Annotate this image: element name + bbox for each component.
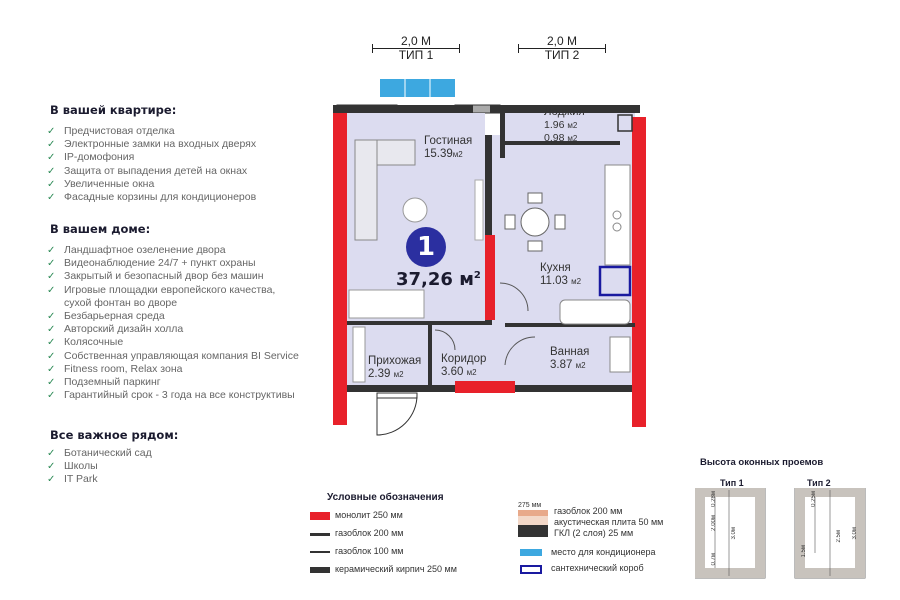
room-kitchen-area: 11.03: [540, 275, 568, 287]
feature-text: Закрытый и безопасный двор без машин: [64, 270, 264, 283]
total-area-sup: 2: [473, 270, 481, 281]
feature-text: Защита от выпадения детей на окнах: [64, 164, 248, 177]
apartment-number-badge: 1: [406, 227, 446, 267]
room-loggia-unit: м2: [567, 134, 578, 143]
check-icon: ✓: [47, 350, 56, 362]
check-icon: ✓: [47, 377, 56, 389]
feature-text: Колясочные: [64, 336, 124, 349]
win2-h1: 0.25м: [811, 491, 817, 507]
room-corridor-unit: м2: [466, 368, 477, 377]
feature-text: Фасадные корзины для кондиционеров: [64, 191, 257, 204]
feature-item: [47, 473, 247, 486]
feature-item: [47, 270, 337, 283]
check-icon: ✓: [47, 139, 56, 151]
ac-label: место для кондиционера: [551, 547, 656, 557]
room-kitchen-unit: м2: [571, 277, 582, 286]
room-corridor-area: 3.60: [441, 366, 464, 378]
wall-layer-label: газоблок 200 мм: [554, 506, 623, 516]
room-kitchen-name: Кухня: [540, 262, 571, 274]
check-icon: ✓: [47, 337, 56, 349]
feature-item: [47, 376, 337, 389]
win1-total: 3.0м: [731, 527, 737, 540]
dimension-left: [372, 34, 460, 62]
check-icon: ✓: [47, 192, 56, 204]
room-hall-area: 2.39: [368, 368, 391, 380]
dimension-right-size: 2,0 М: [544, 34, 580, 48]
check-icon: ✓: [47, 178, 56, 190]
feature-item: [47, 310, 337, 323]
win2-total2: 3.0м: [852, 527, 858, 540]
room-bath-name: Ванная: [550, 346, 590, 358]
room-living: [424, 135, 472, 161]
apartment-features-title: В вашей квартире:: [50, 103, 177, 117]
room-bath-area: 3.87: [550, 359, 573, 371]
room-bath: [550, 346, 589, 372]
feature-item: [47, 350, 337, 363]
legend-label: газоблок 200 мм: [335, 528, 404, 538]
check-icon: ✓: [47, 448, 56, 459]
check-icon: ✓: [47, 284, 56, 296]
window-type2-label: Тип 2: [807, 478, 831, 488]
legend-label: монолит 250 мм: [335, 510, 403, 520]
feature-text: Электронные замки на входных дверях: [64, 138, 257, 151]
feature-text: Игровые площадки европейского качества, сухой фонтан во дворе: [64, 283, 276, 309]
check-icon: ✓: [47, 324, 56, 336]
room-loggia: [544, 106, 585, 145]
bathtub: [560, 300, 630, 324]
feature-item: [47, 336, 337, 349]
room-kitchen: [540, 262, 581, 288]
feature-text: Ботанический сад: [64, 447, 152, 459]
legend-swatch: [310, 567, 330, 573]
coffee-table: [403, 198, 427, 222]
legend-title: Условные обозначения: [327, 492, 444, 503]
room-bath-unit: м2: [575, 361, 586, 370]
apartment-features-list: [47, 125, 327, 204]
feature-text: Увеличенные окна: [64, 177, 155, 190]
feature-item: [47, 363, 337, 376]
building-features-list: [47, 244, 337, 402]
monolith-wall-bottom: [455, 381, 515, 393]
total-area: [396, 269, 481, 290]
feature-text: Безбарьерная среда: [64, 310, 165, 323]
room-loggia-area1: 1.96: [544, 119, 565, 131]
check-icon: ✓: [47, 461, 56, 473]
feature-text: Предчистовая отделка: [64, 125, 175, 137]
feature-item: [47, 257, 337, 270]
dimension-right: [518, 34, 606, 62]
ac-swatch: [520, 549, 542, 556]
monolith-wall-left: [333, 105, 347, 425]
feature-text: Школы: [64, 460, 98, 473]
feature-item: [47, 323, 337, 336]
plumbing-box-swatch: [520, 565, 542, 574]
floor-plan: [325, 75, 655, 440]
total-area-value: 37,26 м: [396, 269, 474, 290]
dimension-left-size: 2,0 М: [398, 34, 434, 48]
dining-table: [521, 208, 549, 236]
windows-title: Высота оконных проемов: [700, 457, 824, 468]
room-hall: [368, 355, 421, 381]
check-icon: ✓: [47, 363, 56, 375]
room-living-unit: м2: [452, 150, 463, 159]
win2-total1: 2.5м: [836, 530, 842, 543]
legend-swatch: [310, 533, 330, 536]
ac-unit: [380, 79, 455, 97]
feature-item: [47, 244, 337, 257]
check-icon: ✓: [47, 165, 56, 177]
feature-text: Fitness room, Relax зона: [64, 362, 183, 375]
wall-layers-swatch: [518, 510, 548, 538]
check-icon: ✓: [47, 258, 56, 270]
room-loggia-name: Лоджия: [544, 106, 585, 118]
check-icon: ✓: [47, 311, 56, 323]
feature-item: [47, 165, 327, 178]
room-loggia-area2: 0.98: [544, 132, 565, 144]
nearby-list: [47, 447, 247, 487]
check-icon: ✓: [47, 152, 56, 164]
feature-item: [47, 178, 327, 191]
win1-h1: 0.28м: [711, 491, 717, 507]
feature-item: [47, 460, 247, 473]
legend-swatch: [310, 512, 330, 520]
feature-text: Подземный паркинг: [64, 376, 161, 389]
room-hall-name: Прихожая: [368, 355, 422, 367]
check-icon: ✓: [47, 271, 56, 283]
feature-text: Собственная управляющая компания BI Service: [64, 349, 299, 362]
room-living-name: Гостиная: [424, 135, 473, 147]
legend-label: газоблок 100 мм: [335, 546, 404, 556]
monolith-wall-right: [632, 117, 646, 427]
feature-text: Авторский дизайн холла: [64, 323, 184, 336]
check-icon: ✓: [47, 245, 56, 256]
legend-label: керамический кирпич 250 мм: [335, 564, 457, 574]
room-loggia-unit: м2: [567, 121, 578, 130]
dimension-right-type: ТИП 2: [544, 48, 580, 62]
win1-h3: 0.7м: [711, 553, 717, 566]
room-hall-unit: м2: [393, 370, 404, 379]
feature-text: IP-домофония: [64, 151, 135, 164]
check-icon: ✓: [47, 474, 56, 486]
feature-text: IT Park: [64, 473, 98, 486]
feature-item: [47, 389, 337, 402]
feature-item: [47, 191, 327, 204]
feature-item: [47, 125, 327, 138]
check-icon: ✓: [47, 126, 56, 137]
feature-item: [47, 447, 247, 460]
wall-layers-labels: [554, 506, 663, 539]
room-corridor-name: Коридор: [441, 353, 487, 365]
feature-text: Видеонаблюдение 24/7 + пункт охраны: [64, 257, 256, 270]
room-living-area: 15.39: [424, 148, 453, 160]
win2-h2: 1.5м: [801, 545, 807, 558]
plumbing-box-label: сантехнический короб: [551, 563, 644, 573]
window-type1-label: Тип 1: [720, 478, 744, 488]
feature-item: [47, 284, 337, 310]
wall-note: 275 мм: [518, 502, 542, 509]
feature-item: [47, 151, 327, 164]
legend-swatch: [310, 551, 330, 553]
room-corridor: [441, 353, 486, 379]
kitchen-counter: [605, 165, 630, 265]
dimension-left-type: ТИП 1: [398, 48, 434, 62]
window-diagrams: [695, 488, 870, 583]
win1-h2: 2.00м: [711, 515, 717, 531]
building-features-title: В вашем доме:: [50, 222, 151, 236]
feature-text: Ландшафтное озеленение двора: [64, 244, 226, 256]
wall-layer-label: ГКЛ (2 слоя) 25 мм: [554, 528, 634, 538]
wall-layer-label: акустическая плита 50 мм: [554, 517, 664, 527]
check-icon: ✓: [47, 390, 56, 402]
nearby-title: Все важное рядом:: [50, 428, 179, 442]
feature-item: [47, 138, 327, 151]
feature-text: Гарантийный срок - 3 года на все конструктивы: [64, 389, 295, 402]
